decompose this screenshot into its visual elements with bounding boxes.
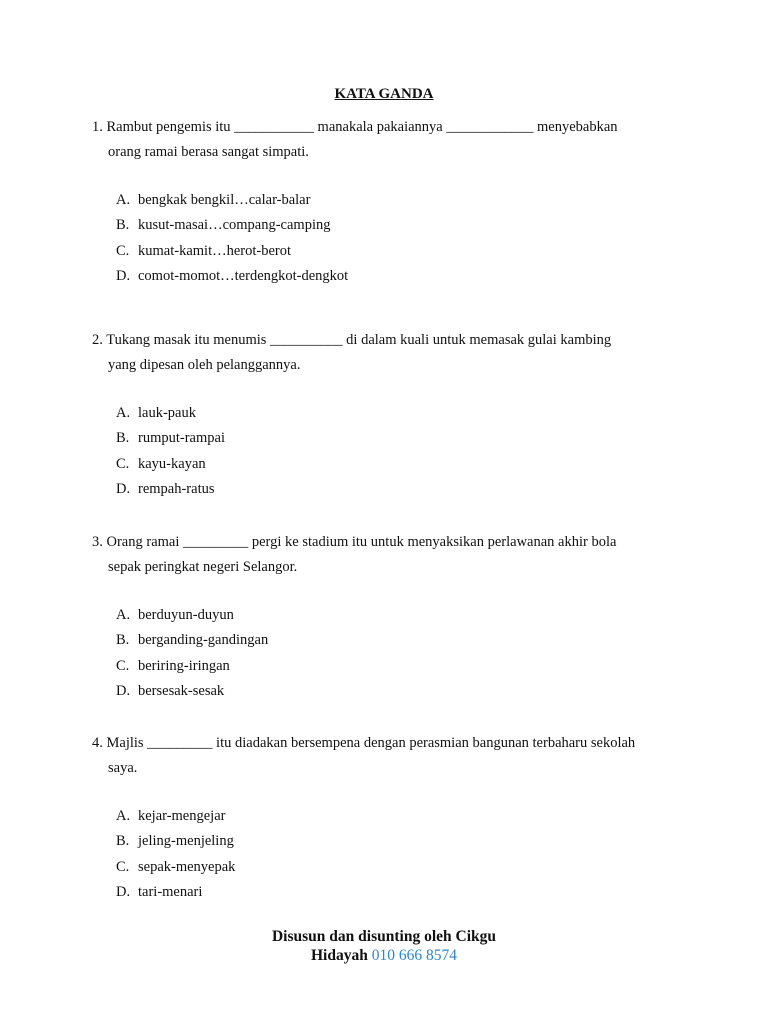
option-letter: B. [116,833,130,850]
option-text: tari-menari [138,883,203,900]
option-c [92,239,692,264]
option-letter: C. [116,242,130,259]
option-letter: A. [116,192,131,208]
footer-line-1: Disusun dan disunting oleh Cikgu [271,928,496,945]
option-b [92,829,692,854]
option-b [92,426,692,451]
option-c [92,452,692,477]
option-text: sepak-menyepak [138,858,236,875]
page-title: KATA GANDA [334,86,434,102]
option-d [92,264,692,289]
option-a [92,804,692,829]
option-text: beriring-iringan [138,657,230,674]
option-b [92,628,692,653]
option-letter: D. [116,682,131,699]
option-letter: D. [116,267,131,284]
option-text: kayu-kayan [138,455,206,472]
option-text: kumat-kamit…herot-berot [138,242,292,259]
option-text: rumput-rampai [138,430,225,447]
option-text: berganding-gandingan [138,632,269,649]
footer-line-2 [0,946,768,965]
option-b [92,213,692,238]
option-c [92,654,692,679]
option-text: jeling-menjeling [138,833,234,850]
author-name: Hidayah [311,947,368,964]
option-d [92,477,692,502]
question-text-continued: yang dipesan oleh pelanggannya. [108,357,301,373]
option-list [92,401,692,502]
option-letter: C. [116,455,130,472]
footer-credit [0,927,768,965]
phone-number: 010 666 8574 [371,947,457,964]
option-d [92,679,692,704]
option-letter: B. [116,217,130,234]
option-text: kejar-mengejar [138,808,226,824]
question-text: 4. Majlis _________ itu diadakan bersempena dengan perasmian bangunan terbaharu sekolah [92,735,636,751]
question-3 [92,530,692,704]
option-text: berduyun-duyun [138,607,234,623]
question-text: 1. Rambut pengemis itu ___________ manakala pakaiannya ____________ menyebabkan [92,119,618,135]
option-a [92,603,692,628]
option-text: kusut-masai…compang-camping [138,217,331,234]
question-text-continued: orang ramai berasa sangat simpati. [108,144,309,160]
question-4 [92,731,692,905]
option-text: rempah-ratus [138,480,215,497]
option-list [92,603,692,704]
option-c [92,855,692,880]
option-letter: A. [116,607,131,623]
option-letter: A. [116,808,131,824]
option-text: comot-momot…terdengkot-dengkot [138,267,349,284]
option-letter: C. [116,858,130,875]
question-2 [92,328,692,502]
question-1 [92,115,692,289]
option-list [92,188,692,289]
question-text: 3. Orang ramai _________ pergi ke stadium itu untuk menyaksikan perlawanan akhir bola [92,534,617,550]
option-letter: A. [116,405,131,421]
option-letter: C. [116,657,130,674]
question-text: 2. Tukang masak itu menumis __________ di dalam kuali untuk memasak gulai kambing [92,332,612,348]
option-list [92,804,692,905]
question-text-continued: sepak peringkat negeri Selangor. [108,559,298,575]
option-letter: D. [116,883,131,900]
option-text: bengkak bengkil…calar-balar [138,192,311,208]
option-text: bersesak-sesak [138,682,225,699]
option-text: lauk-pauk [138,405,196,421]
option-letter: B. [116,430,130,447]
option-d [92,880,692,905]
option-letter: D. [116,480,131,497]
question-text-continued: saya. [108,760,138,776]
option-letter: B. [116,632,130,649]
option-a [92,401,692,426]
option-a [92,188,692,213]
